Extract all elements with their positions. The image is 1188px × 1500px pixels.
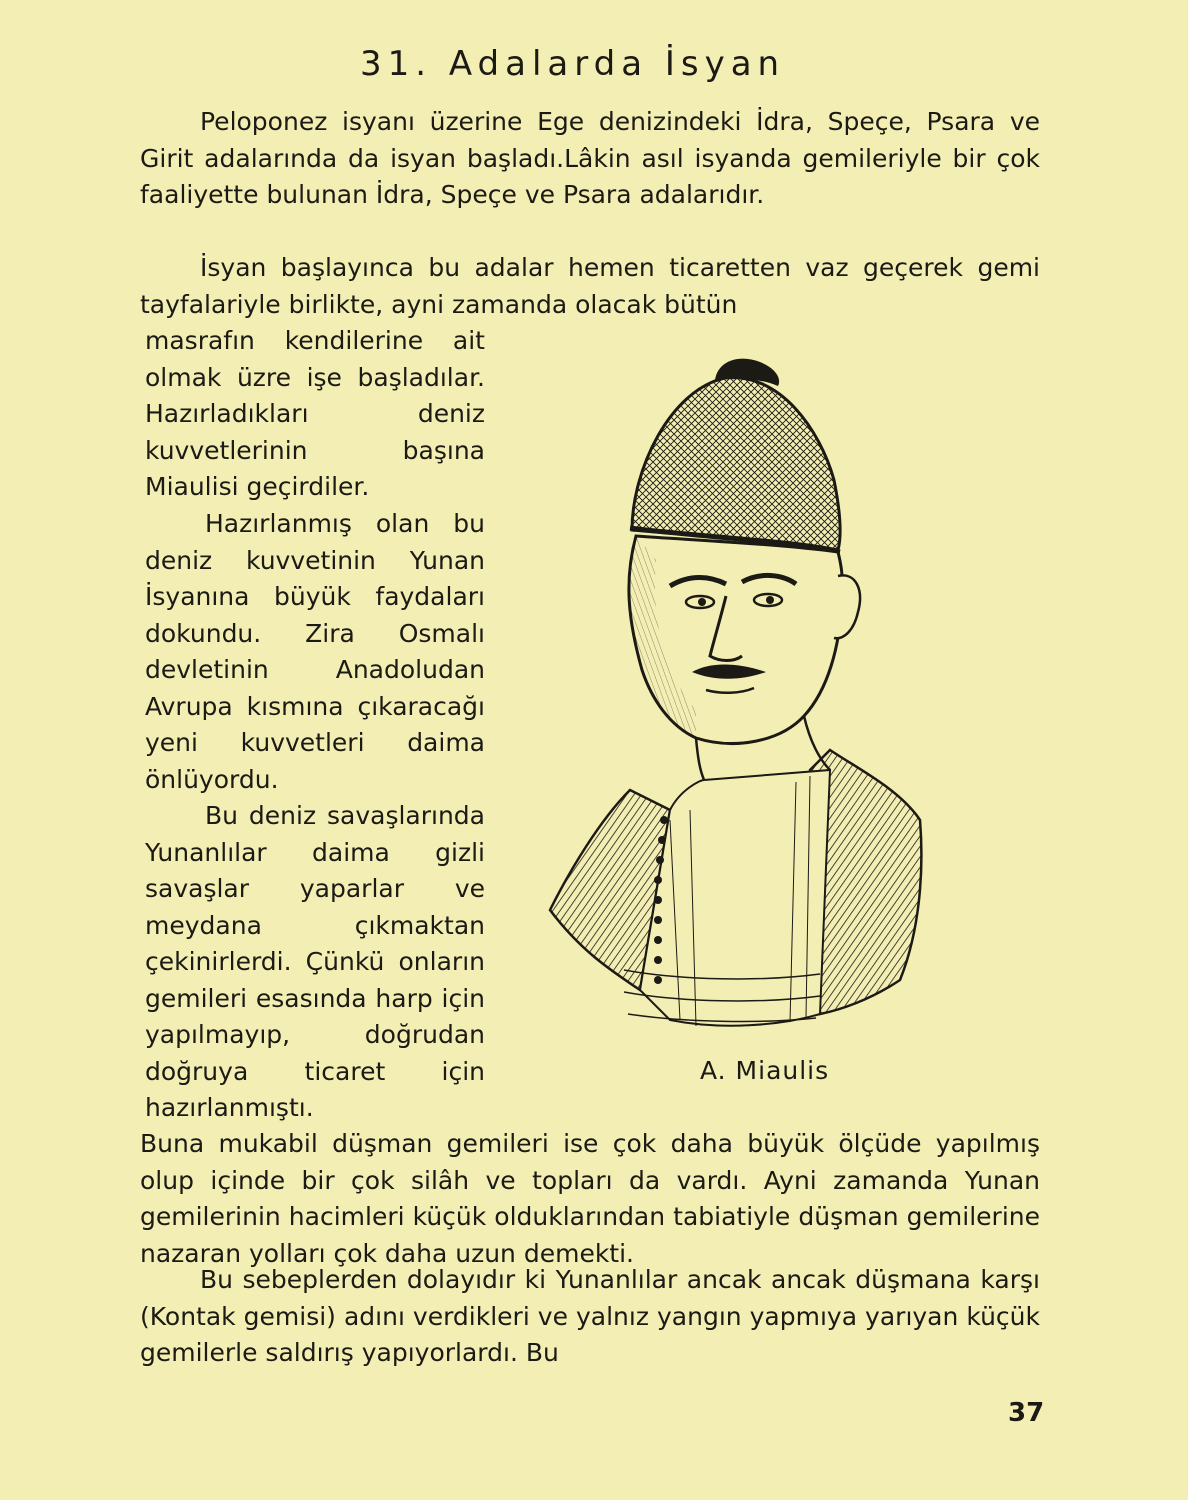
- paragraph-naval-wars: Bu deniz savaşlarında Yunanlılar daima gizli savaşlar yaparlar ve meydana çıkmaktan çekinirlerdi. Çünkü onların gemileri esasında harp için yapılmayıp, doğrudan doğruya ticaret için hazırlanmıştı.: [145, 801, 485, 1122]
- figure-caption: A. Miaulis: [700, 1056, 830, 1085]
- page-title: 31. Adalarda İsyan: [360, 44, 786, 84]
- page-number: 37: [1008, 1398, 1045, 1428]
- paragraph-enemy-ships: Buna mukabil düşman gemileri ise çok daha büyük ölçüde yapılmış olup içinde bir çok silâh ve topları da vardı. Ayni zamanda Yunan gemilerinin hacimleri küçük olduklarından tabiatiyle düşman gemilerine nazaran yolları çok daha uzun demekti.: [140, 1129, 1040, 1268]
- paragraph-navy-benefit: Hazırlanmış olan bu deniz kuvvetinin Yunan İsyanına büyük faydaları dokundu. Zira Osmalı devletinin Anadoludan Avrupa kısmına çıkaracağı yeni kuvvetleri daima önlüyordu.: [145, 509, 485, 794]
- paragraph-revolt-start: İsyan başlayınca bu adalar hemen ticaretten vaz geçerek gemi tayfalariyle birlikte, ayni zamanda olacak bütün: [140, 253, 1040, 319]
- paragraph-revolt-cont: masrafın kendilerine ait olmak üzre işe başladılar. Hazırladıkları deniz kuvvetlerinin başına Miaulisi geçirdiler.: [145, 326, 485, 501]
- paragraph-fire-ships: Bu sebeplerden dolayıdır ki Yunanlılar ancak ancak düşmana karşı (Kontak gemisi) adını verdikleri ve yalnız yangın yapmıya yarıyan küçük gemilerle saldırış yapıyorlardı. Bu: [140, 1265, 1040, 1367]
- paragraph-intro: Peloponez isyanı üzerine Ege denizindeki İdra, Speçe, Psara ve Girit adalarında da isyan başladı.Lâkin asıl isyanda gemileriyle bir çok faaliyette bulunan İdra, Speçe ve Psara adalarıdır.: [140, 107, 1040, 209]
- fez-cap: [632, 378, 840, 550]
- portrait-illustration: [520, 350, 940, 1050]
